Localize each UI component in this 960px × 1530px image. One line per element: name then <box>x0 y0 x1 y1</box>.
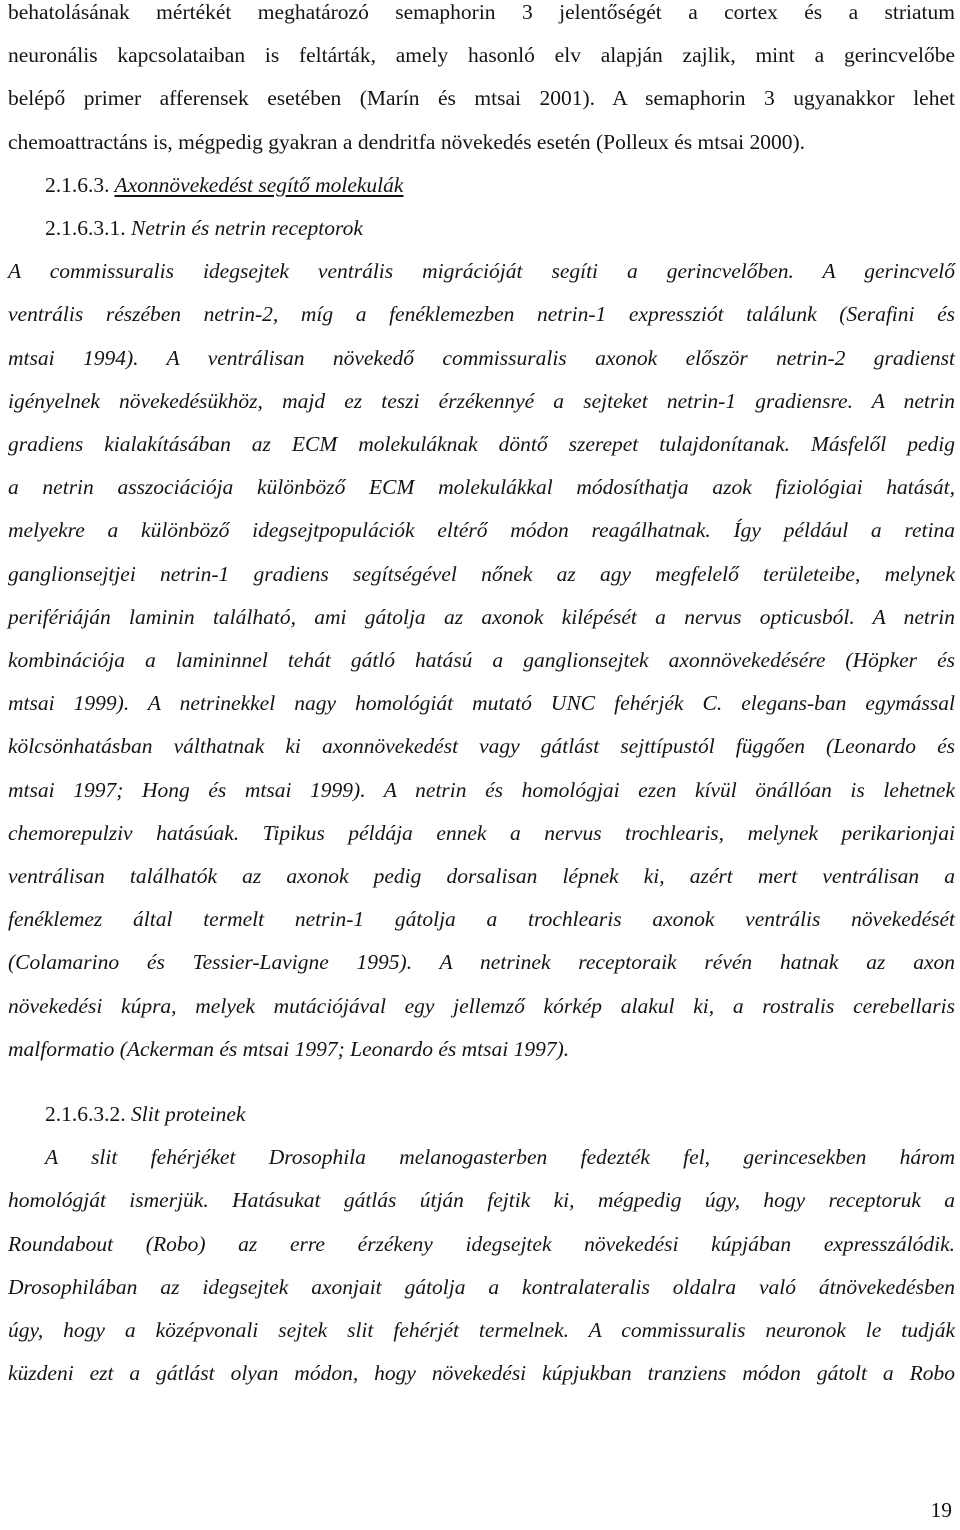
section-title: Axonnövekedést segítő molekulák <box>114 172 404 197</box>
text-line: ventrálisan találhatók az axonok pedig dorsalisan lépnek ki, azért mert ventrálisan a <box>8 864 955 889</box>
text-line: ganglionsejtjei netrin-1 gradiens segítségével nőnek az agy megfelelő területeibe, melynek <box>8 561 955 586</box>
document-page <box>8 0 955 1396</box>
subsection-heading-netrin <box>8 207 955 250</box>
subsection-title: Slit proteinek <box>131 1102 246 1127</box>
text-line: úgy, hogy a középvonali sejtek slit fehérjét termelnek. A commissuralis neuronok le tudják <box>8 1318 955 1343</box>
text-line: perifériáján laminin található, ami gátolja az axonok kilépését a nervus opticusból. A netrin <box>8 604 955 629</box>
section-heading <box>8 164 955 207</box>
text-line: mtsai 1994). A ventrálisan növekedő commissuralis axonok először netrin-2 gradienst <box>8 345 955 370</box>
text-line: mtsai 1999). A netrinekkel nagy homológiát mutató UNC fehérjék C. elegans-ban egymással <box>8 691 955 716</box>
text-line: neuronális kapcsolataiban is feltárták, amely hasonló elv alapján zajlik, mint a gerincvelőbe <box>8 43 955 68</box>
text-line: mtsai 1997; Hong és mtsai 1999). A netrin és homológjai ezen kívül önállóan is lehetnek <box>8 777 955 802</box>
text-line: (Colamarino és Tessier-Lavigne 1995). A netrinek receptoraik révén hatnak az axon <box>8 950 955 975</box>
paragraph-slit <box>8 1136 955 1395</box>
text-line: ventrális részében netrin-2, míg a fenéklemezben netrin-1 expressziót találunk (Serafini és <box>8 302 955 327</box>
text-line: kombinációja a lamininnel tehát gátló hatású a ganglionsejtek axonnövekedésére (Höpker és <box>8 648 955 673</box>
text-line: chemoattractáns is, mégpedig gyakran a dendritfa növekedés esetén (Polleux és mtsai 2000). <box>8 129 806 154</box>
text-line: gradiens kialakításában az ECM molekuláknak döntő szerepet tulajdonítanak. Másfelől pedig <box>8 432 955 457</box>
text-line: növekedési kúpra, melyek mutációjával egy jellemző kórkép alakul ki, a rostralis cerebellaris <box>8 993 955 1018</box>
text-line: melyekre a különböző idegsejtpopulációk eltérő módon reagálhatnak. Így például a retina <box>8 518 955 543</box>
text-line: A slit fehérjéket Drosophila melanogasterben fedezték fel, gerincesekben három <box>45 1145 955 1170</box>
subsection-number: 2.1.6.3.2. <box>45 1102 126 1127</box>
page-number: 19 <box>930 1498 952 1522</box>
text-line: chemorepulziv hatásúak. Tipikus példája ennek a nervus trochlearis, melynek perikarionjai <box>8 820 955 845</box>
text-line: a netrin asszociációja különböző ECM molekulákkal módosíthatja azok fiziológiai hatását, <box>8 475 955 500</box>
text-line: igényelnek növekedésükhöz, majd ez teszi érzékennyé a sejteket netrin-1 gradiensre. A netrin <box>8 388 955 413</box>
subsection-number: 2.1.6.3.1. <box>45 216 126 241</box>
paragraph-netrin <box>8 250 955 1071</box>
section-number: 2.1.6.3. <box>45 172 110 197</box>
text-line: belépő primer afferensek esetében (Marín és mtsai 2001). A semaphorin 3 ugyanakkor lehet <box>8 86 955 111</box>
text-line: malformatio (Ackerman és mtsai 1997; Leonardo és mtsai 1997). <box>8 1036 570 1061</box>
text-line: kölcsönhatásban válthatnak ki axonnövekedést vagy gátlást sejttípustól függően (Leonardo és <box>8 734 955 759</box>
text-line: Drosophilában az idegsejtek axonjait gátolja a kontralateralis oldalra való átnövekedésben <box>8 1274 955 1299</box>
subsection-title: Netrin és netrin receptorok <box>131 216 363 241</box>
text-line: A commissuralis idegsejtek ventrális migrációját segíti a gerincvelőben. A gerincvelő <box>8 259 955 284</box>
text-line: Roundabout (Robo) az erre érzékeny idegsejtek növekedési kúpjában expresszálódik. <box>8 1231 955 1256</box>
text-line: küzdeni ezt a gátlást olyan módon, hogy növekedési kúpjukban tranziens módon gátolt a Robo <box>8 1361 955 1386</box>
text-line: homológját ismerjük. Hatásukat gátlás útján fejtik ki, mégpedig úgy, hogy receptoruk a <box>8 1188 955 1213</box>
text-line: behatolásának mértékét meghatározó semaphorin 3 jelentőségét a cortex és a striatum <box>8 0 955 24</box>
paragraph-semaphorin <box>8 0 955 164</box>
text-line: fenéklemez által termelt netrin-1 gátolja a trochlearis axonok ventrális növekedését <box>8 907 955 932</box>
subsection-heading-slit <box>8 1093 955 1136</box>
